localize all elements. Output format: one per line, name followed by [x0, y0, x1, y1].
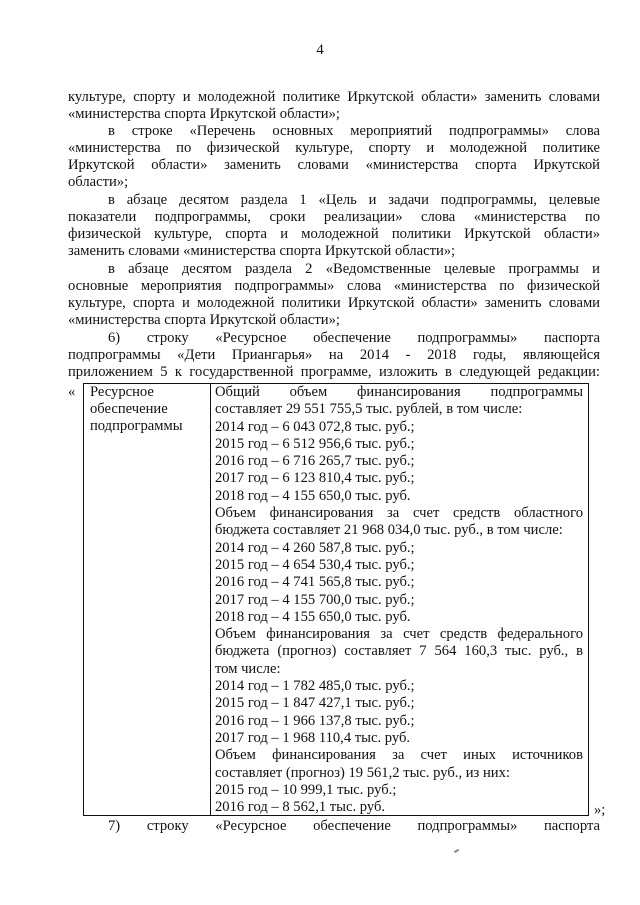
value-line: 2014 год – 1 782 485,0 тыс. руб.;: [215, 678, 415, 695]
value-line: 2018 год – 4 155 650,0 тыс. руб.: [215, 608, 411, 625]
closing-quote: »;: [594, 802, 606, 818]
body-line: заменить словами «министерства спорта Иркутской области»;: [68, 243, 456, 259]
opening-quote: «: [68, 384, 76, 400]
value-line: 2015 год – 10 999,1 тыс. руб.;: [215, 781, 397, 798]
value-line: 2017 год – 4 155 700,0 тыс. руб.;: [215, 591, 415, 608]
value-line: составляет (прогноз) 19 561,2 тыс. руб., из них:: [215, 764, 510, 781]
body-line: «министерства спорта Иркутской области»;: [68, 312, 340, 328]
body-line: Иркутской области» заменить словами «министерства спорта Иркутской: [68, 157, 600, 173]
row-label-line: Ресурсное: [90, 384, 154, 400]
value-line: Объем финансирования за счет иных источников: [215, 747, 583, 764]
value-line: 2017 год – 1 968 110,4 тыс. руб.: [215, 729, 411, 746]
body-line: «министерства спорта Иркутской области»;: [68, 106, 340, 122]
value-line: том числе:: [215, 660, 281, 677]
body-line: «министерства по физической культуре, спорту и молодежной политике: [68, 140, 600, 156]
body-line: в строке «Перечень основных мероприятий подпрограммы» слова: [108, 123, 600, 139]
value-line: 2016 год – 8 562,1 тыс. руб.: [215, 799, 386, 816]
body-line: показатели подпрограммы, сроки реализации» слова «министерства по: [68, 209, 600, 225]
value-line: 2018 год – 4 155 650,0 тыс. руб.: [215, 487, 411, 504]
body-line: в абзаце десятом раздела 2 «Ведомственные целевые программы и: [108, 261, 600, 277]
body-line: основные мероприятия подпрограммы» слова «министерства по физической: [68, 278, 600, 294]
body-line: культуре, спорту и молодежной политике Иркутской области» заменить словами: [68, 89, 600, 105]
value-line: Общий объем финансирования подпрограммы: [215, 384, 583, 400]
table-row-label-cell: [90, 384, 208, 435]
body-line: 7) строку «Ресурсное обеспечение подпрограммы» паспорта: [108, 818, 600, 834]
value-line: Объем финансирования за счет средств областного: [215, 505, 583, 522]
table-value-cell: [215, 384, 583, 816]
body-line: физической культуре, спорта и молодежной политики Иркутской области»: [68, 226, 600, 242]
value-line: 2015 год – 1 847 427,1 тыс. руб.;: [215, 695, 415, 712]
row-label-line: подпрограммы: [90, 418, 183, 434]
value-line: 2014 год – 4 260 587,8 тыс. руб.;: [215, 539, 415, 556]
body-line: 6) строку «Ресурсное обеспечение подпрограммы» паспорта: [108, 330, 600, 346]
value-line: 2016 год – 6 716 265,7 тыс. руб.;: [215, 453, 415, 470]
value-line: бюджета (прогноз) составляет 7 564 160,3 тыс. руб., в: [215, 643, 583, 660]
resource-table: [83, 383, 589, 816]
value-line: составляет 29 551 755,5 тыс. рублей, в том числе:: [215, 401, 523, 418]
page-number: 4: [316, 42, 324, 58]
row-label-line: обеспечение: [90, 401, 168, 417]
value-line: Объем финансирования за счет средств федерального: [215, 626, 583, 643]
value-line: 2016 год – 4 741 565,8 тыс. руб.;: [215, 574, 415, 591]
body-line: области»;: [68, 174, 129, 190]
body-line: в абзаце десятом раздела 1 «Цель и задачи подпрограммы, целевые: [108, 192, 600, 208]
body-line: приложением 5 к государственной программе, изложить в следующей редакции:: [68, 364, 600, 380]
value-line: 2014 год – 6 043 072,8 тыс. руб.;: [215, 418, 415, 435]
body-line: культуре, спорта и молодежной политики Иркутской области» заменить словами: [68, 295, 600, 311]
value-line: 2017 год – 6 123 810,4 тыс. руб.;: [215, 470, 415, 487]
value-line: 2016 год – 1 966 137,8 тыс. руб.;: [215, 712, 415, 729]
value-line: 2015 год – 4 654 530,4 тыс. руб.;: [215, 556, 415, 573]
table-column-divider: [210, 384, 211, 815]
scan-mark: [454, 849, 459, 853]
body-line: подпрограммы «Дети Приангарья» на 2014 - 2018 годы, являющейся: [68, 347, 600, 363]
value-line: бюджета составляет 21 968 034,0 тыс. руб., в том числе:: [215, 522, 563, 539]
value-line: 2015 год – 6 512 956,6 тыс. руб.;: [215, 435, 415, 452]
